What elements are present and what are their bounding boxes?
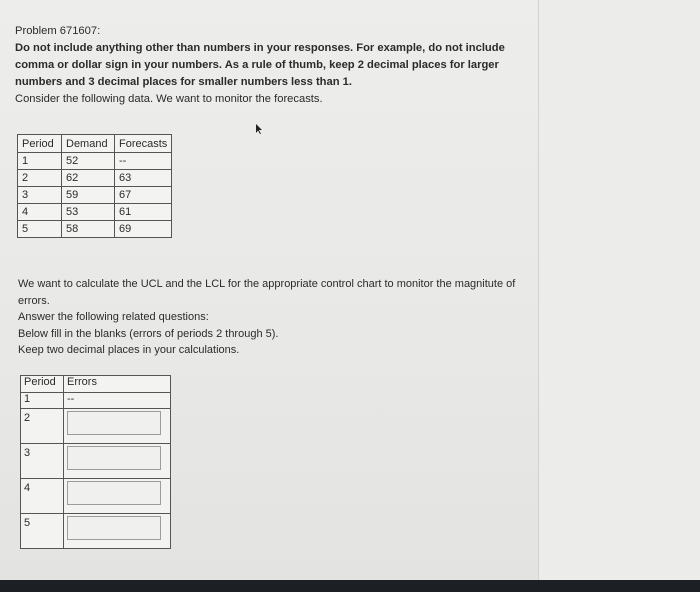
problem-instruction: Do not include anything other than numbers in your responses. For example, do not include comma or dollar sign in your numbers. As a rule of thumb, keep 2 decimal places for larger numbers and 3 decimal places for smaller numbers less than 1. — [15, 42, 505, 88]
cell-period: 5 — [18, 221, 62, 238]
table-row — [21, 444, 171, 479]
cell-forecast: 63 — [115, 170, 172, 187]
cell-period: 5 — [21, 514, 64, 549]
table-row — [18, 221, 172, 238]
table-row — [18, 153, 172, 170]
cell-period: 3 — [18, 187, 62, 204]
cell-error-input — [64, 409, 171, 444]
cell-period: 4 — [18, 204, 62, 221]
errors-table — [20, 375, 171, 549]
cell-forecast: 61 — [115, 204, 172, 221]
cell-demand: 59 — [62, 187, 115, 204]
mouse-cursor-icon — [255, 124, 263, 134]
data-table — [17, 134, 172, 238]
table-row — [18, 170, 172, 187]
cell-period: 3 — [21, 444, 64, 479]
table-row — [21, 514, 171, 549]
header-demand: Demand — [62, 135, 115, 153]
table-row — [21, 479, 171, 514]
cell-period: 1 — [18, 153, 62, 170]
cell-period: 1 — [21, 393, 64, 409]
cell-forecast: 69 — [115, 221, 172, 238]
table-row — [18, 187, 172, 204]
question-line-1: We want to calculate the UCL and the LCL for the appropriate control chart to monitor the magnitute of errors. — [18, 278, 516, 307]
table-row — [21, 409, 171, 444]
problem-intro: Consider the following data. We want to monitor the forecasts. — [15, 93, 323, 105]
cell-error-input — [64, 479, 171, 514]
cell-forecast: -- — [115, 153, 172, 170]
error-input-period-2[interactable] — [67, 411, 161, 435]
data-table-header — [18, 135, 172, 153]
header-period: Period — [18, 135, 62, 153]
bottom-bar — [0, 580, 700, 592]
error-input-period-5[interactable] — [67, 516, 161, 540]
right-panel — [538, 0, 700, 580]
cell-error-input — [64, 444, 171, 479]
question-line-2: Answer the following related questions: — [18, 311, 209, 323]
header-period: Period — [21, 376, 64, 393]
errors-table-header — [21, 376, 171, 393]
cell-period: 2 — [18, 170, 62, 187]
cell-demand: 58 — [62, 221, 115, 238]
error-input-period-4[interactable] — [67, 481, 161, 505]
error-input-period-3[interactable] — [67, 446, 161, 470]
table-row — [21, 393, 171, 409]
table-row — [18, 204, 172, 221]
cell-period: 4 — [21, 479, 64, 514]
problem-title: Problem 671607: — [15, 25, 101, 37]
cell-forecast: 67 — [115, 187, 172, 204]
header-forecasts: Forecasts — [115, 135, 172, 153]
cell-error-input — [64, 514, 171, 549]
cell-demand: 53 — [62, 204, 115, 221]
question-line-3: Below fill in the blanks (errors of periods 2 through 5). — [18, 327, 279, 340]
cell-period: 2 — [21, 409, 64, 444]
problem-statement — [15, 23, 535, 108]
header-errors: Errors — [64, 376, 171, 393]
cell-demand: 62 — [62, 170, 115, 187]
question-text — [18, 276, 523, 359]
question-line-4: Keep two decimal places in your calculations. — [18, 344, 240, 356]
cell-error: -- — [64, 393, 171, 409]
cell-demand: 52 — [62, 153, 115, 170]
